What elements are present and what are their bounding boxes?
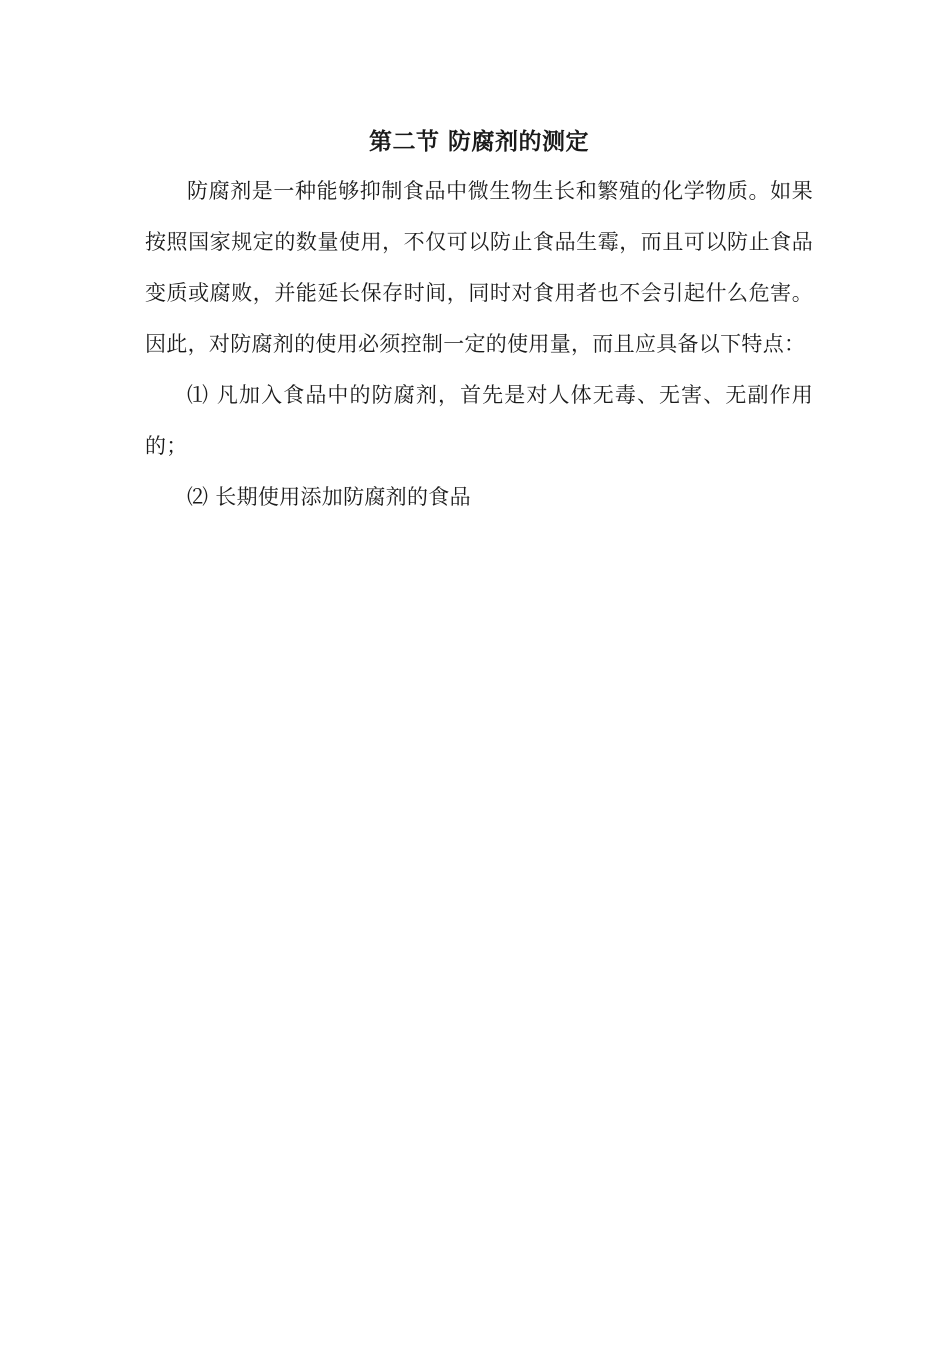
list-item-2: ⑵ 长期使用添加防腐剂的食品 bbox=[187, 485, 471, 509]
document-body bbox=[145, 118, 813, 523]
intro-paragraph: 防腐剂是一种能够抑制食品中微生物生长和繁殖的化学物质。如果按照国家规定的数量使用，不仅可以防止食品生霉，而且可以防止食品变质或腐败，并能延长保存时间，同时对食用者也不会引起什么危害。因此，对防腐剂的使用必须控制一定的使用量，而且应具备以下特点： bbox=[145, 179, 813, 356]
section-title: 第二节 防腐剂的测定 bbox=[368, 128, 589, 155]
list-item-1: ⑴ 凡加入食品中的防腐剂，首先是对人体无毒、无害、无副作用的； bbox=[145, 383, 813, 458]
